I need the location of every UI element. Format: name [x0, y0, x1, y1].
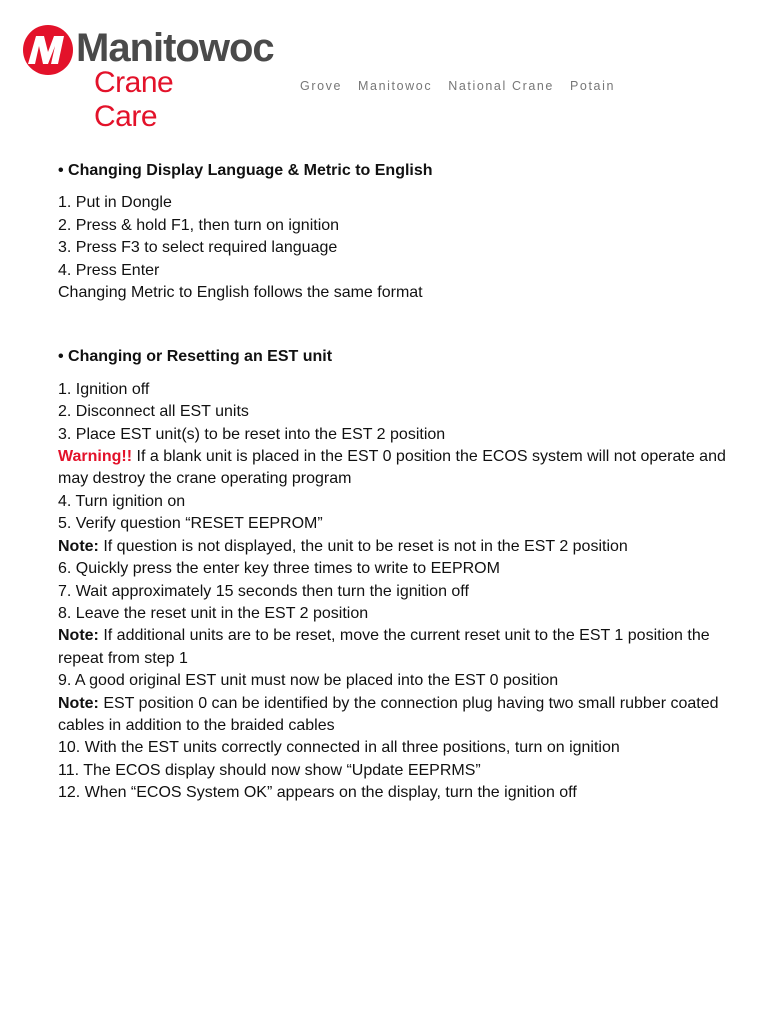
step-line: 1. Put in Dongle	[58, 194, 172, 212]
step-line: 4. Turn ignition on	[58, 492, 186, 510]
note-paragraph	[58, 693, 738, 738]
step-line: 5. Verify question “RESET EEPROM”	[58, 515, 323, 533]
brand-list	[300, 79, 615, 93]
step-line: 3. Press F3 to select required language	[58, 239, 338, 257]
manitowoc-logo	[20, 22, 274, 133]
step-line: 2. Disconnect all EST units	[58, 403, 249, 421]
brand-potain: Potain	[569, 79, 616, 93]
manitowoc-m-icon	[20, 24, 80, 76]
step-line: Changing Metric to English follows the same format	[58, 284, 423, 302]
note-label: Note:	[58, 537, 99, 555]
note-label: Note:	[58, 694, 99, 712]
step-line: 9. A good original EST unit must now be placed into the EST 0 position	[58, 672, 559, 690]
note-text: EST position 0 can be identified by the connection plug having two small rubber coated cables in addition to the braided cables	[58, 694, 719, 734]
step-line: 1. Ignition off	[58, 380, 150, 398]
section-heading-est-reset: • Changing or Resetting an EST unit	[58, 348, 333, 366]
section-heading-language: • Changing Display Language & Metric to English	[58, 162, 433, 179]
brand-national-crane: National Crane	[448, 79, 554, 93]
step-line: 7. Wait approximately 15 seconds then turn the ignition off	[58, 582, 469, 600]
step-line: 2. Press & hold F1, then turn on ignition	[58, 216, 340, 234]
document-body	[58, 160, 738, 805]
step-line: 12. When “ECOS System OK” appears on the display, turn the ignition off	[58, 784, 577, 802]
step-line: 4. Press Enter	[58, 261, 160, 279]
note-label: Note:	[58, 627, 99, 645]
brand-manitowoc: Manitowoc	[358, 79, 433, 93]
logo-wordmark: Manitowoc	[76, 26, 274, 70]
step-line: 3. Place EST unit(s) to be reset into the EST 2 position	[58, 425, 446, 443]
note-paragraph	[58, 625, 738, 670]
step-line: 6. Quickly press the enter key three times to write to EEPROM	[58, 560, 500, 578]
brand-grove: Grove	[300, 79, 343, 93]
note-text: If additional units are to be reset, move the current reset unit to the EST 1 position the repeat from step 1	[58, 627, 710, 667]
note-text: If question is not displayed, the unit to be reset is not in the EST 2 position	[98, 537, 628, 555]
step-line: 10. With the EST units correctly connected in all three positions, turn on ignition	[58, 739, 620, 757]
note-paragraph	[58, 536, 738, 558]
step-line: 11. The ECOS display should now show “Update EEPRMS”	[58, 761, 481, 779]
logo-subtitle: Crane Care	[94, 66, 174, 133]
warning-text: If a blank unit is placed in the EST 0 position the ECOS system will not operate and may destroy the crane operating program	[58, 448, 726, 488]
step-line: 8. Leave the reset unit in the EST 2 position	[58, 604, 369, 622]
warning-paragraph	[58, 446, 738, 491]
warning-label: Warning!!	[58, 448, 133, 466]
